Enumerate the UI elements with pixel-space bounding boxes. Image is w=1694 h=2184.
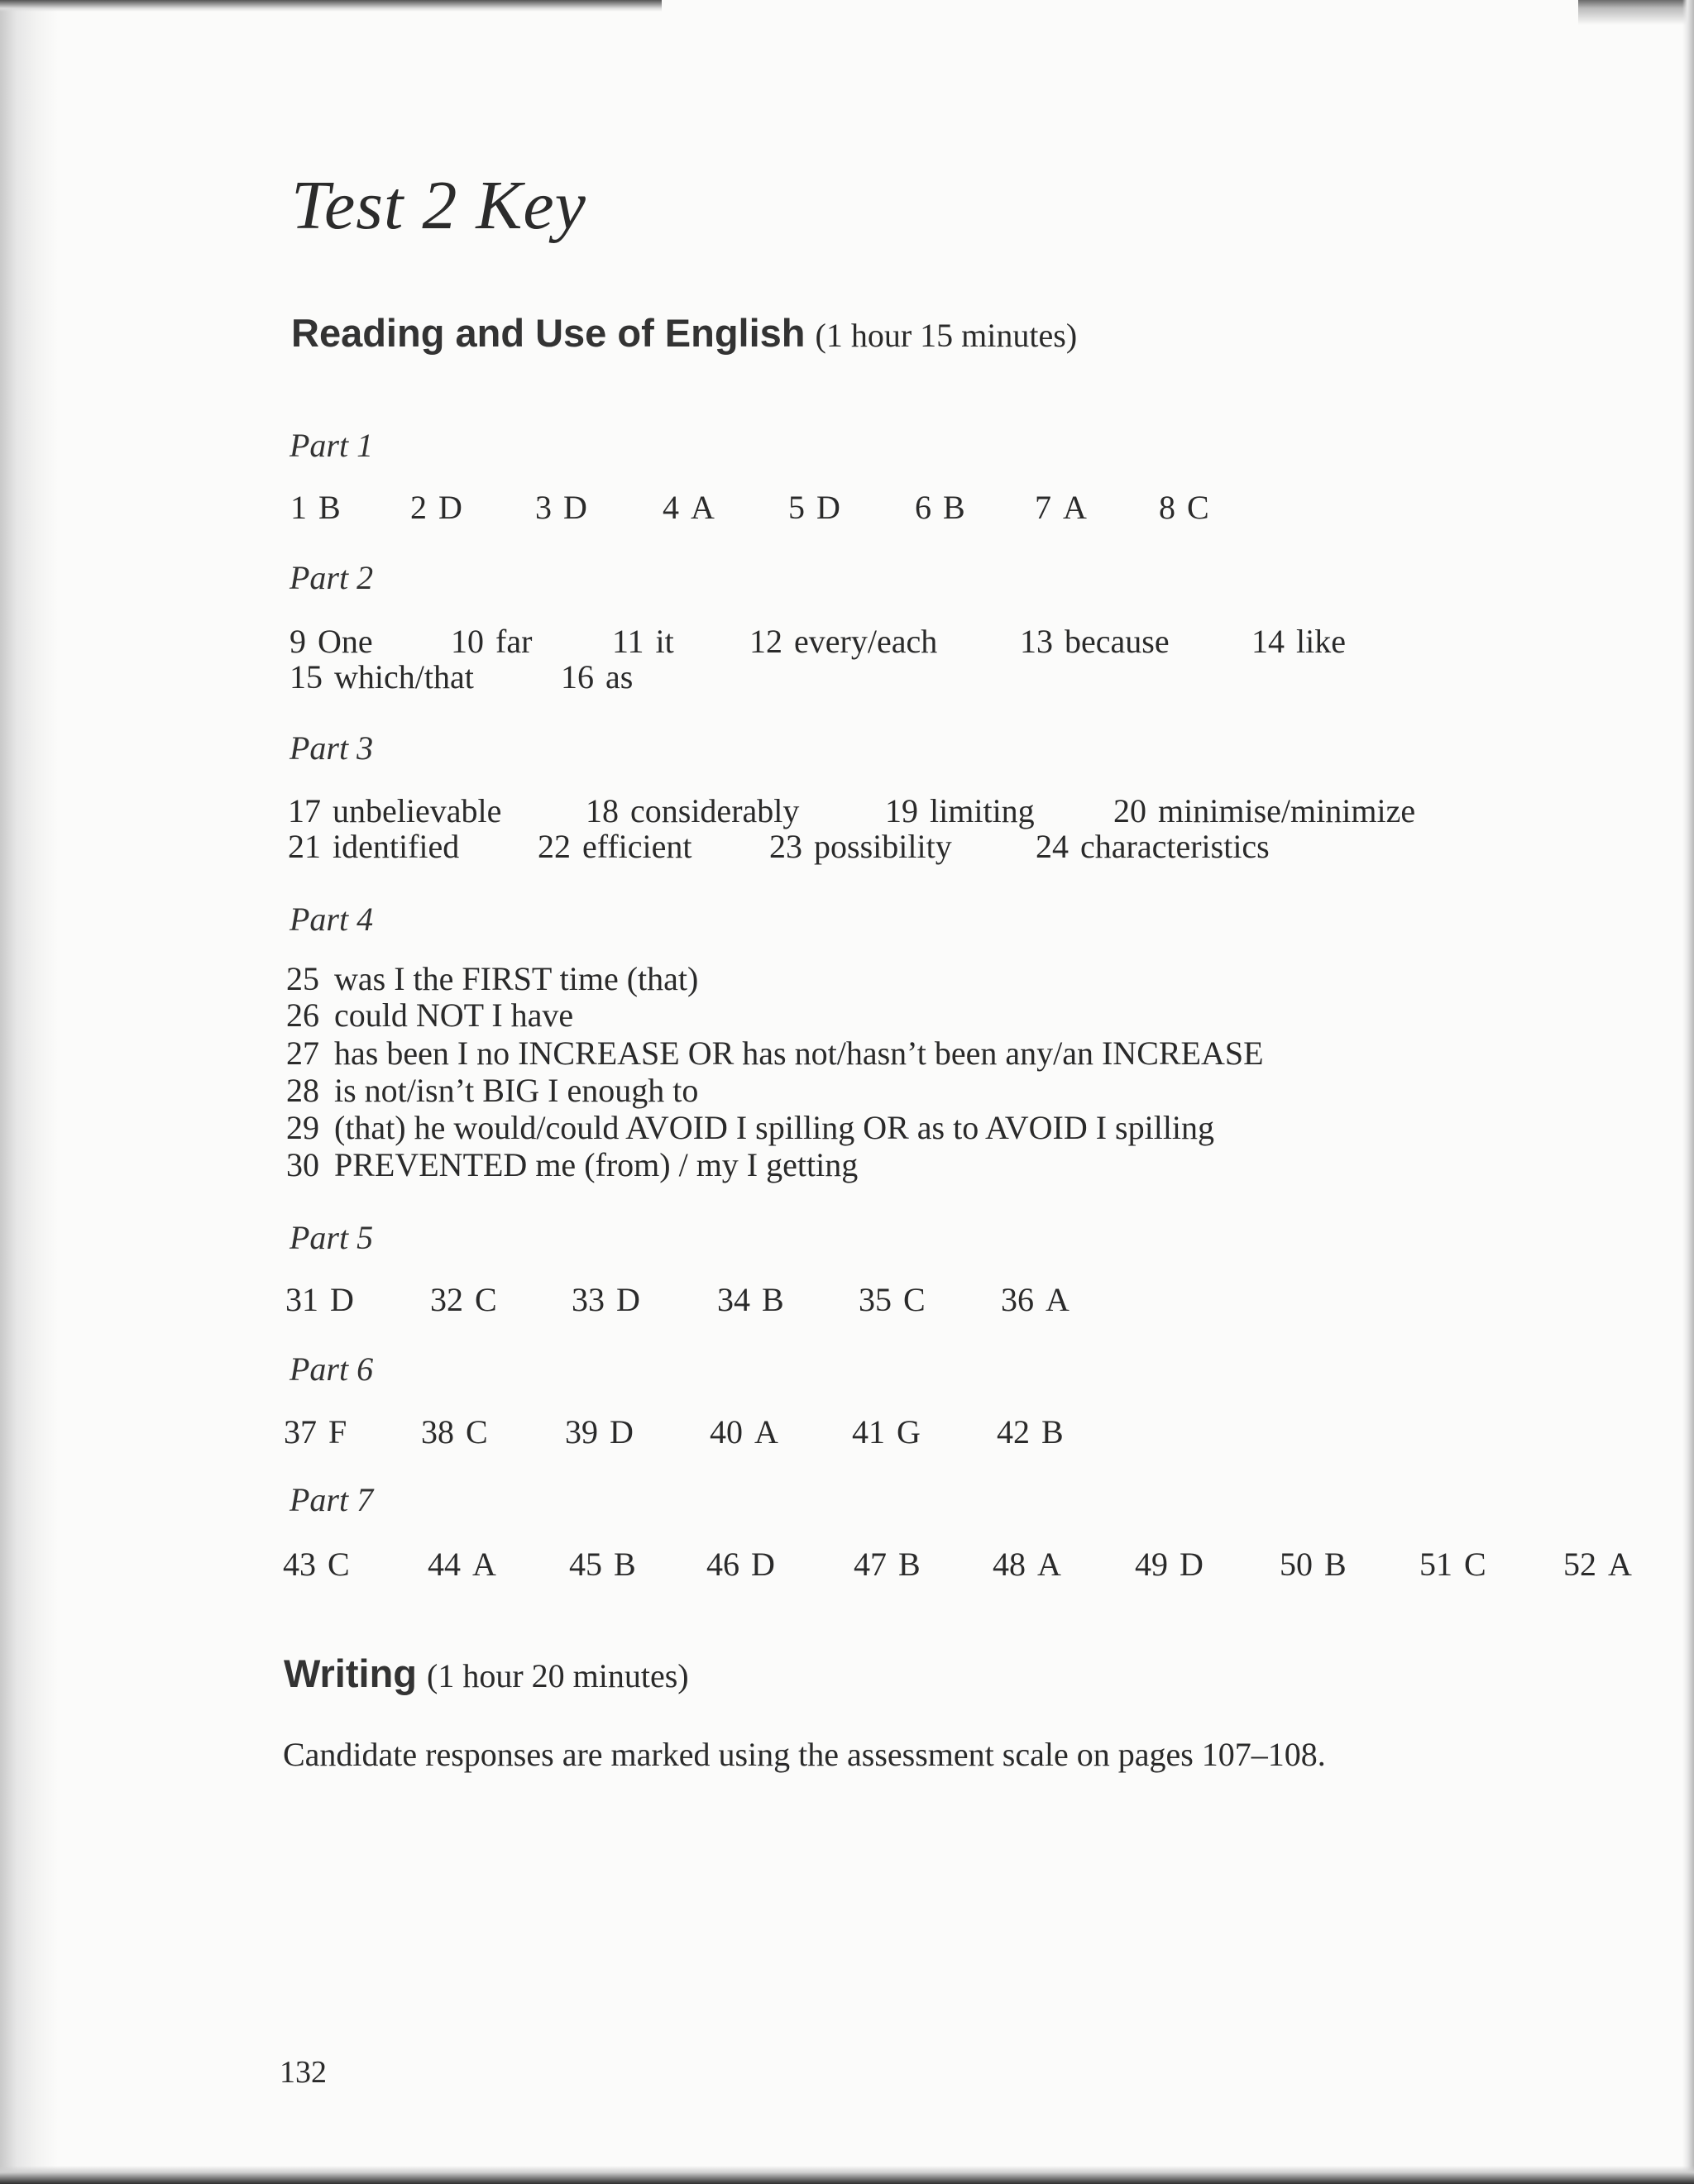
item-number: 18 bbox=[586, 792, 619, 829]
writing-note: Candidate responses are marked using the assessment scale on pages 107–108. bbox=[283, 1736, 1326, 1773]
answer-item bbox=[290, 488, 341, 527]
item-number: 12 bbox=[749, 623, 782, 660]
answer-item bbox=[1020, 622, 1170, 661]
answer-item bbox=[769, 827, 952, 866]
item-number: 2 bbox=[410, 489, 427, 526]
item-number: 13 bbox=[1020, 623, 1053, 660]
item-number: 28 bbox=[286, 1072, 319, 1109]
scan-edge-top bbox=[0, 0, 662, 12]
part-4-item bbox=[286, 1108, 1214, 1147]
item-number: 30 bbox=[286, 1146, 319, 1183]
item-answer: B bbox=[1324, 1546, 1347, 1583]
item-number: 51 bbox=[1419, 1546, 1452, 1583]
item-answer: B bbox=[318, 489, 341, 526]
answer-item bbox=[290, 657, 474, 696]
item-number: 25 bbox=[286, 960, 319, 997]
item-answer: One bbox=[318, 623, 373, 660]
item-number: 34 bbox=[717, 1281, 750, 1318]
answer-item bbox=[749, 622, 937, 661]
writing-heading: Writing bbox=[284, 1651, 417, 1695]
scan-edge-left bbox=[0, 0, 58, 2184]
answer-item bbox=[1113, 791, 1415, 830]
answer-item bbox=[421, 1412, 488, 1451]
item-number: 31 bbox=[285, 1281, 318, 1318]
item-answer: minimise/minimize bbox=[1158, 792, 1416, 829]
item-answer: limiting bbox=[930, 792, 1035, 829]
item-answer: C bbox=[903, 1281, 926, 1318]
item-number: 21 bbox=[288, 828, 321, 865]
item-number: 23 bbox=[769, 828, 802, 865]
part-2-label: Part 2 bbox=[290, 559, 374, 596]
answer-item bbox=[430, 1280, 497, 1319]
part-4-item bbox=[286, 1071, 698, 1110]
answer-item bbox=[788, 488, 840, 527]
answer-item bbox=[285, 1280, 354, 1319]
item-answer: B bbox=[1041, 1413, 1064, 1450]
item-answer: D bbox=[751, 1546, 775, 1583]
item-answer: F bbox=[328, 1413, 347, 1450]
answer-item bbox=[612, 622, 674, 661]
item-answer: (that) he would/could AVOID I spilling OR as to AVOID I spilling bbox=[334, 1109, 1215, 1146]
part-6-label: Part 6 bbox=[290, 1350, 374, 1388]
answer-item bbox=[915, 488, 965, 527]
item-number: 3 bbox=[535, 489, 552, 526]
item-answer: identified bbox=[333, 828, 460, 865]
item-answer: characteristics bbox=[1080, 828, 1270, 865]
item-number: 46 bbox=[706, 1546, 739, 1583]
item-number: 8 bbox=[1159, 489, 1175, 526]
item-answer: was I the FIRST time (that) bbox=[334, 960, 699, 997]
item-number: 6 bbox=[915, 489, 931, 526]
item-number: 20 bbox=[1113, 792, 1146, 829]
item-answer: C bbox=[1464, 1546, 1486, 1583]
answer-item bbox=[569, 1545, 636, 1584]
item-answer: every/each bbox=[794, 623, 938, 660]
item-answer: B bbox=[943, 489, 965, 526]
section-heading-writing bbox=[284, 1651, 689, 1696]
item-answer: A bbox=[754, 1413, 778, 1450]
item-answer: A bbox=[1046, 1281, 1070, 1318]
item-answer: D bbox=[330, 1281, 354, 1318]
item-number: 43 bbox=[283, 1546, 316, 1583]
answer-item bbox=[1135, 1545, 1204, 1584]
item-answer: D bbox=[563, 489, 587, 526]
item-number: 27 bbox=[286, 1035, 319, 1072]
item-number: 47 bbox=[854, 1546, 887, 1583]
scan-edge-top-right bbox=[1578, 0, 1694, 25]
item-answer: which/that bbox=[334, 658, 474, 695]
item-answer: G bbox=[897, 1413, 921, 1450]
item-number: 9 bbox=[290, 623, 306, 660]
item-number: 29 bbox=[286, 1109, 319, 1146]
item-answer: unbelievable bbox=[333, 792, 502, 829]
item-number: 33 bbox=[572, 1281, 605, 1318]
item-answer: C bbox=[1187, 489, 1209, 526]
item-number: 52 bbox=[1563, 1546, 1596, 1583]
writing-duration: (1 hour 20 minutes) bbox=[427, 1657, 689, 1694]
item-answer: A bbox=[1608, 1546, 1632, 1583]
answer-item bbox=[290, 622, 373, 661]
answer-item bbox=[565, 1412, 634, 1451]
item-number: 16 bbox=[561, 658, 594, 695]
item-answer: PREVENTED me (from) / my I getting bbox=[334, 1146, 859, 1183]
item-number: 40 bbox=[710, 1413, 743, 1450]
answer-item bbox=[1251, 622, 1346, 661]
part-5-label: Part 5 bbox=[290, 1219, 374, 1256]
item-number: 50 bbox=[1280, 1546, 1313, 1583]
answer-item bbox=[1001, 1280, 1070, 1319]
item-answer: C bbox=[475, 1281, 497, 1318]
answer-item bbox=[288, 791, 501, 830]
answer-item bbox=[561, 657, 633, 696]
item-number: 35 bbox=[859, 1281, 892, 1318]
item-answer: considerably bbox=[630, 792, 800, 829]
item-answer: is not/isn’t BIG I enough to bbox=[334, 1072, 699, 1109]
item-number: 45 bbox=[569, 1546, 602, 1583]
answer-item bbox=[428, 1545, 496, 1584]
item-answer: D bbox=[816, 489, 840, 526]
page-title: Test 2 Key bbox=[291, 167, 586, 244]
part-4-item bbox=[286, 996, 573, 1035]
part-3-label: Part 3 bbox=[290, 729, 374, 767]
item-answer: A bbox=[1037, 1546, 1061, 1583]
item-number: 24 bbox=[1036, 828, 1069, 865]
item-answer: C bbox=[466, 1413, 488, 1450]
item-number: 39 bbox=[565, 1413, 598, 1450]
item-number: 32 bbox=[430, 1281, 463, 1318]
item-answer: it bbox=[655, 623, 674, 660]
part-7-label: Part 7 bbox=[290, 1481, 374, 1518]
answer-item bbox=[572, 1280, 640, 1319]
section-heading-reading bbox=[291, 310, 1077, 356]
item-answer: efficient bbox=[582, 828, 692, 865]
answer-item bbox=[1419, 1545, 1486, 1584]
answer-item bbox=[706, 1545, 775, 1584]
part-1-label: Part 1 bbox=[290, 427, 374, 464]
answer-item bbox=[1159, 488, 1209, 527]
item-answer: D bbox=[610, 1413, 634, 1450]
item-answer: D bbox=[616, 1281, 640, 1318]
item-answer: D bbox=[1180, 1546, 1204, 1583]
item-answer: C bbox=[328, 1546, 350, 1583]
answer-item bbox=[717, 1280, 784, 1319]
answer-item bbox=[1035, 488, 1087, 527]
item-answer: A bbox=[691, 489, 715, 526]
part-4-item bbox=[286, 1145, 858, 1184]
item-answer: because bbox=[1065, 623, 1170, 660]
reading-duration: (1 hour 15 minutes) bbox=[815, 317, 1078, 354]
answer-item bbox=[410, 488, 462, 527]
item-number: 49 bbox=[1135, 1546, 1168, 1583]
item-number: 1 bbox=[290, 489, 307, 526]
answer-item bbox=[993, 1545, 1061, 1584]
item-number: 10 bbox=[451, 623, 484, 660]
item-answer: D bbox=[438, 489, 462, 526]
item-number: 37 bbox=[284, 1413, 317, 1450]
item-number: 22 bbox=[538, 828, 571, 865]
answer-item bbox=[284, 1412, 347, 1451]
answer-item bbox=[538, 827, 692, 866]
answer-item bbox=[1563, 1545, 1632, 1584]
item-answer: like bbox=[1296, 623, 1346, 660]
item-number: 14 bbox=[1251, 623, 1285, 660]
item-answer: A bbox=[472, 1546, 496, 1583]
item-number: 17 bbox=[288, 792, 321, 829]
item-answer: possibility bbox=[814, 828, 952, 865]
item-answer: B bbox=[898, 1546, 921, 1583]
answer-item bbox=[997, 1412, 1064, 1451]
item-answer: far bbox=[495, 623, 533, 660]
answer-item bbox=[288, 827, 459, 866]
item-number: 11 bbox=[612, 623, 644, 660]
answer-item bbox=[663, 488, 715, 527]
item-answer: has been I no INCREASE OR has not/hasn’t been any/an INCREASE bbox=[334, 1035, 1264, 1072]
answer-item bbox=[859, 1280, 926, 1319]
item-answer: B bbox=[762, 1281, 784, 1318]
item-number: 15 bbox=[290, 658, 323, 695]
part-4-item bbox=[286, 959, 698, 998]
item-answer: could NOT I have bbox=[334, 996, 574, 1034]
item-number: 38 bbox=[421, 1413, 454, 1450]
item-number: 7 bbox=[1035, 489, 1051, 526]
item-number: 42 bbox=[997, 1413, 1030, 1450]
answer-item bbox=[586, 791, 799, 830]
item-number: 4 bbox=[663, 489, 679, 526]
part-4-item bbox=[286, 1034, 1264, 1073]
answer-item bbox=[1280, 1545, 1347, 1584]
answer-item bbox=[535, 488, 587, 527]
item-number: 26 bbox=[286, 996, 319, 1034]
answer-item bbox=[451, 622, 532, 661]
part-4-label: Part 4 bbox=[290, 901, 374, 938]
answer-item bbox=[854, 1545, 921, 1584]
answer-item bbox=[885, 791, 1035, 830]
item-number: 19 bbox=[885, 792, 918, 829]
item-number: 5 bbox=[788, 489, 805, 526]
answer-item bbox=[710, 1412, 778, 1451]
scan-edge-right bbox=[1682, 0, 1694, 2184]
reading-heading: Reading and Use of English bbox=[291, 311, 806, 355]
answer-item bbox=[283, 1545, 350, 1584]
item-number: 36 bbox=[1001, 1281, 1034, 1318]
item-answer: A bbox=[1063, 489, 1087, 526]
answer-item bbox=[1036, 827, 1270, 866]
item-answer: as bbox=[605, 658, 634, 695]
scan-edge-bottom bbox=[0, 2166, 1694, 2184]
item-number: 41 bbox=[852, 1413, 885, 1450]
item-number: 44 bbox=[428, 1546, 461, 1583]
page-number: 132 bbox=[280, 2055, 327, 2090]
item-answer: B bbox=[614, 1546, 636, 1583]
answer-item bbox=[852, 1412, 921, 1451]
item-number: 48 bbox=[993, 1546, 1026, 1583]
